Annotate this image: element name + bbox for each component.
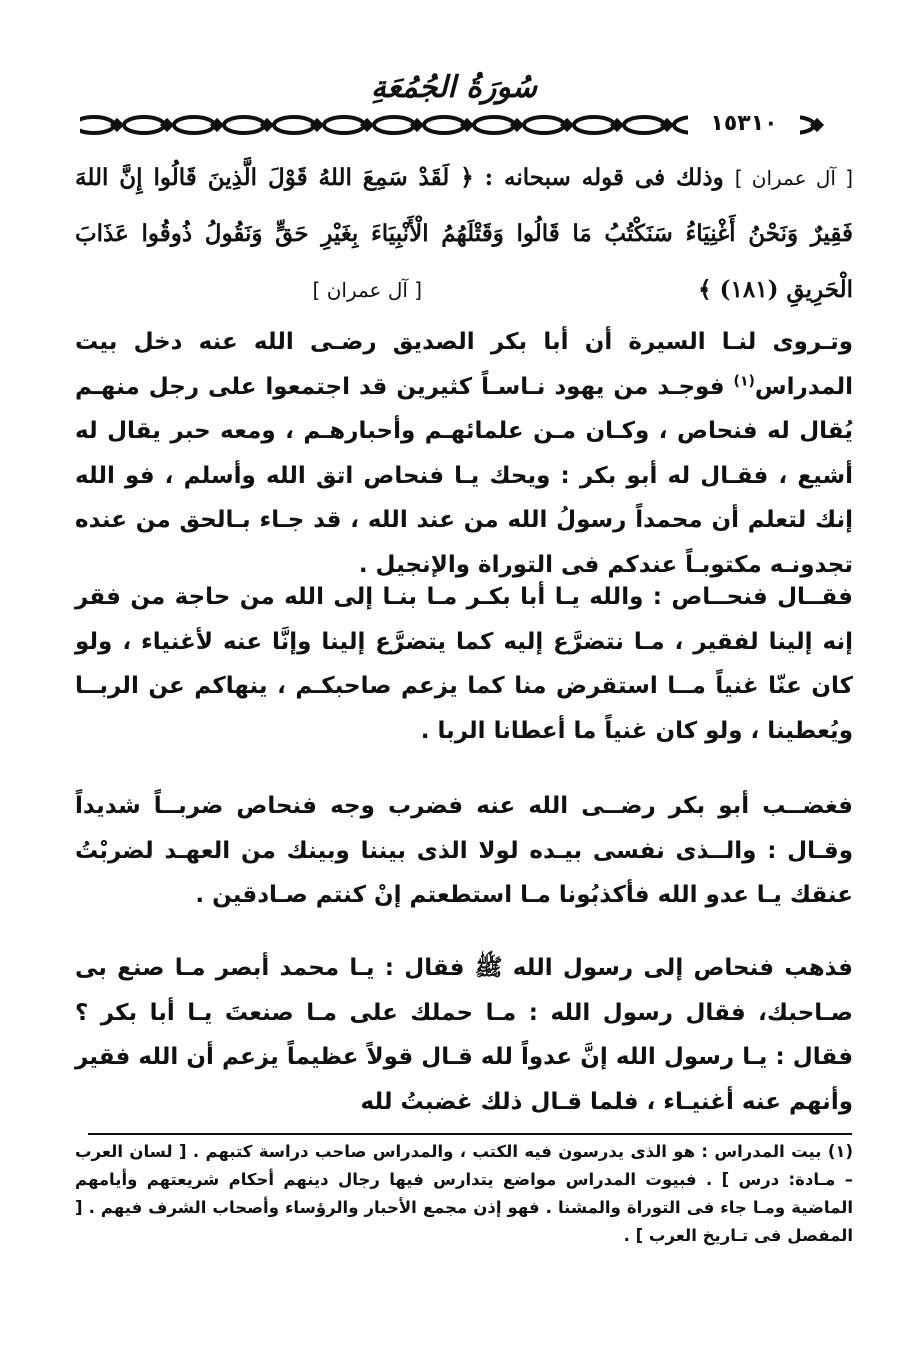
- page-number: ١٥٣١٠: [688, 108, 800, 140]
- verse-close-bracket: ﴾: [698, 276, 712, 303]
- verse-reference-bottom: [ آل عمران ]: [312, 278, 423, 302]
- paragraph-1-rest: فوجـد من يهود نـاسـاً كثيرين قد اجتمعوا على رجل منهـم يُقال له فنحاص ، وكـان مـن علمائهـم وأحبارهـم ، ومعه حبر يقال له أشيع ، فقـال له أبو بكر : ويحك يـا فنحاص اتق الله وأسلم ، فو الله إنك لتعلم أن محمداً رسولُ الله من عند الله ، قد جـاء بـالحق من عنده تجدونـه مكتوبـاً عندكم فى التوراة والإنجيل .: [75, 373, 853, 578]
- paragraph-2: فقــال فنحــاص : والله يـا أبا بكـر مـا بنـا إلى الله من حاجة من فقر إنه إلينا لفقير ، مـا نتضرَّع إليه كما يتضرَّع إلينا وإنَّا عنه لأغنياء ، ولو كان عنّا غنياً مــا استقرض منا كما يزعم صاحبكـم ، ينهاكم عن الربــا ويُعطينا ، ولو كان غنياً ما أعطانا الربا .: [75, 584, 853, 744]
- paragraph-1: [75, 320, 853, 587]
- footnote: (١) بيت المدراس : هو الذى يدرسون فيه الكتب ، والمدراس صاحب دراسة كتبهم . [ لسان العرب – مـادة: درس ] . فبيوت المدراس مواضع يتدارس فيها رجال دينهم أحكام شريعتهم وأيامهم الماضية ومـا جاء فى التوراة والمشنا . فهو إذن مجمع الأحبار والرؤساء وأصحاب الشرف فيهم . [ المفصل فى تـاريخ العرب ] .: [75, 1142, 853, 1245]
- paragraph-3: فغضــب أبو بكر رضــى الله عنه فضرب وجه فنحاص ضربــاً شديداً وقـال : والــذى نفسى بيـده لولا الذى بيننا وبينك من العهـد لضربْتُ عنقك يـا عدو الله فأكذبُونا مـا استطعتم إنْ كنتم صـادقين .: [75, 793, 853, 908]
- quran-verse-block: [75, 150, 853, 318]
- footnote-marker: (١): [733, 372, 755, 389]
- verse-text: لَقَدْ سَمِعَ اللهُ قَوْلَ الَّذِينَ قَالُوا إِنَّ اللهَ فَقِيرٌ وَنَحْنُ أَغْنِيَاءُ سَنَكْتُبُ مَا قَالُوا وَقَتْلَهُمُ الْأَنْبِيَاءَ بِغَيْرِ حَقٍّ وَنَقُولُ ذُوقُوا عَذَابَ الْحَرِيقِ (١٨١): [75, 164, 853, 303]
- surah-title: سُورَةُ الجُمُعَةِ: [370, 70, 538, 105]
- verse-intro: وذلك فى قوله سبحانه :: [484, 164, 724, 191]
- verse-open-bracket: ﴿: [460, 164, 474, 191]
- paragraph-4: فذهب فنحاص إلى رسول الله ﷺ فقال : يـا محمد أبصر مـا صنع بى صـاحبك، فقال رسول الله : مـا حملك على مـا صنعتَ يـا أبا بكر ؟ فقال : يـا رسول الله إنَّ عدواً لله قـال قولاً عظيماً يزعم أن الله فقير وأنهم عنه أغنيـاء ، فلما قـال ذلك غضبتُ لله: [75, 955, 853, 1115]
- paragraph-1-start: وتـروى لنـا السيرة أن أبا بكر الصديق رضـى الله عنه دخل بيت المدراس: [75, 329, 853, 400]
- footnote-divider: [88, 1133, 852, 1135]
- verse-reference-top: [ آل عمران ]: [734, 166, 853, 190]
